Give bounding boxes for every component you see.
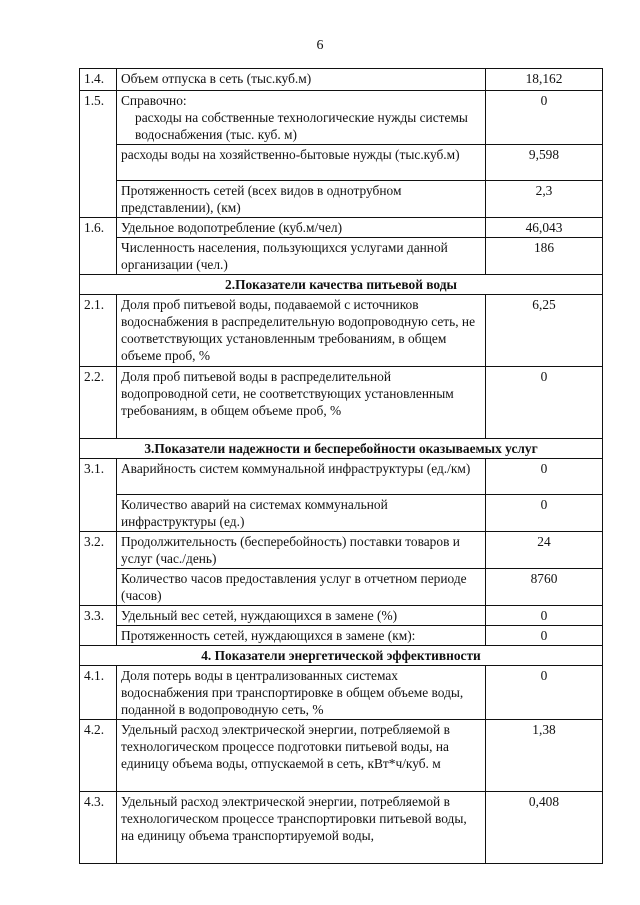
row-description: Количество аварий на системах коммунальной инфраструктуры (ед.) (117, 495, 486, 532)
row-number (80, 569, 117, 606)
table-row (80, 459, 603, 495)
section-header (80, 646, 603, 666)
row-value: 46,043 (486, 218, 603, 238)
table-row (80, 532, 603, 569)
row-value: 0 (486, 91, 603, 145)
row-value: 186 (486, 238, 603, 275)
row-description: Объем отпуска в сеть (тыс.куб.м) (117, 69, 486, 91)
table-row (80, 495, 603, 532)
row-number (80, 238, 117, 275)
row-description: Удельный расход электрической энергии, потребляемой в технологическом процессе транспортировки питьевой воды, на единицу объема транспортируемой воды, (117, 792, 486, 864)
row-description: расходы воды на хозяйственно-бытовые нужды (тыс.куб.м) (117, 145, 486, 181)
row-value: 0 (486, 367, 603, 439)
page-number: 6 (316, 38, 324, 53)
row-description (117, 91, 486, 145)
row-description: Удельный вес сетей, нуждающихся в замене (%) (117, 606, 486, 626)
row-description: Протяженность сетей, нуждающихся в замене (км): (117, 626, 486, 646)
row-number: 3.3. (80, 606, 117, 626)
table-row (80, 666, 603, 720)
table-row (80, 91, 603, 145)
row-description: Удельное водопотребление (куб.м/чел) (117, 218, 486, 238)
row-number: 3.2. (80, 532, 117, 569)
table-row (80, 181, 603, 218)
row-value: 0 (486, 495, 603, 532)
row-description: Доля проб питьевой воды, подаваемой с источников водоснабжения в распределительную водопроводную сеть, не соответствующих установленным требованиям, в общем объеме проб, % (117, 295, 486, 367)
row-number: 2.2. (80, 367, 117, 439)
row-number (80, 181, 117, 218)
row-value: 0,408 (486, 792, 603, 864)
row-number: 3.1. (80, 459, 117, 495)
row-description: Протяженность сетей (всех видов в однотрубном представлении), (км) (117, 181, 486, 218)
row-value: 24 (486, 532, 603, 569)
table-row (80, 238, 603, 275)
row-value: 8760 (486, 569, 603, 606)
row-number: 4.3. (80, 792, 117, 864)
table-row (80, 606, 603, 626)
table-row (80, 367, 603, 439)
row-value: 2,3 (486, 181, 603, 218)
row-description-heading: Справочно: (121, 93, 187, 108)
table-row (80, 218, 603, 238)
table-row (80, 145, 603, 181)
section-title: 4. Показатели энергетической эффективности (80, 646, 603, 666)
table-row (80, 69, 603, 91)
row-description: Аварийность систем коммунальной инфраструктуры (ед./км) (117, 459, 486, 495)
section-header (80, 439, 603, 459)
row-value: 0 (486, 666, 603, 720)
row-description: Численность населения, пользующихся услугами данной организации (чел.) (117, 238, 486, 275)
row-number: 1.5. (80, 91, 117, 145)
row-number (80, 626, 117, 646)
row-value: 6,25 (486, 295, 603, 367)
section-title: 3.Показатели надежности и бесперебойности оказываемых услуг (80, 439, 603, 459)
row-number (80, 145, 117, 181)
section-header (80, 275, 603, 295)
row-number (80, 495, 117, 532)
row-number: 1.4. (80, 69, 117, 91)
row-description-text: расходы на собственные технологические нужды системы водоснабжения (тыс. куб. м) (135, 110, 468, 142)
indicators-table (79, 68, 603, 864)
row-value: 0 (486, 459, 603, 495)
row-value: 0 (486, 626, 603, 646)
row-number: 4.2. (80, 720, 117, 792)
table-row (80, 295, 603, 367)
table-row (80, 720, 603, 792)
row-description: Продолжительность (бесперебойность) поставки товаров и услуг (час./день) (117, 532, 486, 569)
row-value: 1,38 (486, 720, 603, 792)
row-description: Доля потерь воды в централизованных системах водоснабжения при транспортировке в общем объеме воды, поданной в водопроводную сеть, % (117, 666, 486, 720)
row-value: 0 (486, 606, 603, 626)
row-description: Количество часов предоставления услуг в отчетном периоде (часов) (117, 569, 486, 606)
section-title: 2.Показатели качества питьевой воды (80, 275, 603, 295)
table-row (80, 626, 603, 646)
row-value: 9,598 (486, 145, 603, 181)
row-value: 18,162 (486, 69, 603, 91)
row-number: 2.1. (80, 295, 117, 367)
row-number: 1.6. (80, 218, 117, 238)
row-description: Удельный расход электрической энергии, потребляемой в технологическом процессе подготовки питьевой воды, на единицу объема воды, отпускаемой в сеть, кВт*ч/куб. м (117, 720, 486, 792)
row-description: Доля проб питьевой воды в распределительной водопроводной сети, не соответствующих установленным требованиям, в общем объеме проб, % (117, 367, 486, 439)
row-number: 4.1. (80, 666, 117, 720)
table-row (80, 569, 603, 606)
table-row (80, 792, 603, 864)
